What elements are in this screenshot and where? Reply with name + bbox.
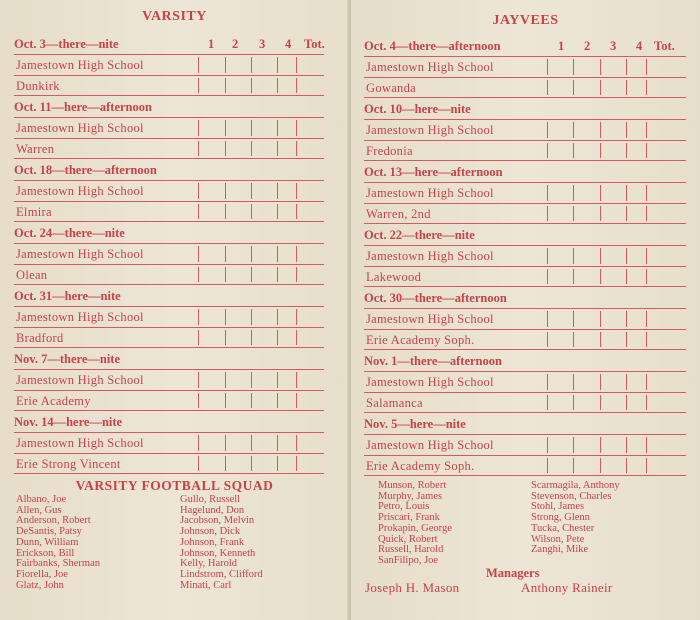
score-cell-divider [198,309,199,325]
player-name: Johnson, Frank [180,536,245,548]
game-date-label: Oct. 10—here—nite [364,102,471,116]
team-name: Olean [16,267,48,282]
quarter-header: 1 [558,39,565,53]
score-cell-divider [626,374,627,390]
game-date [14,222,324,244]
team-name: Erie Strong Vincent [16,456,121,471]
player-name: Fiorella, Joe [16,568,68,580]
score-cell-divider [600,458,601,474]
team-name: Jamestown High School [366,123,494,137]
score-cell-divider [277,267,278,283]
team-name: Erie Academy Soph. [366,458,475,473]
score-cell-divider [547,437,548,453]
score-cell-divider [251,267,252,283]
team-name: Lakewood [366,269,422,284]
player-name: Scarmagila, Anthony [531,480,620,491]
team-row [14,307,324,328]
score-cell-divider [646,374,647,390]
score-cell-divider [646,80,647,96]
score-cell-divider [547,311,548,327]
player-name: Albano, Joe [16,494,67,505]
score-cell-divider [600,59,601,75]
team-row [364,78,686,99]
score-cell-divider [198,456,199,472]
score-cell-divider [600,122,601,138]
game-date [364,413,686,435]
score-cell-divider [646,458,647,474]
score-cell-divider [646,332,647,348]
score-cell-divider [547,206,548,222]
jayvees-page [351,0,700,620]
score-cell-divider [198,393,199,409]
game-block [364,224,686,287]
jayvees-roster-col2 [531,481,620,556]
score-cell-divider [277,309,278,325]
team-row [364,120,686,141]
quarter-header: 2 [584,39,591,53]
game-date [14,411,324,433]
score-cell-divider [198,120,199,136]
score-cell-divider [198,141,199,157]
score-cell-divider [225,267,226,283]
score-cell-divider [547,374,548,390]
game-date-label: Nov. 7—there—nite [14,352,121,366]
jayvees-heading: JAYVEES [492,13,559,28]
quarter-header: 2 [232,37,239,51]
player-name: DeSantis, Patsy [16,526,82,538]
score-cell-divider [251,372,252,388]
team-name: Erie Academy Soph. [366,332,475,347]
game-block [14,222,324,285]
player-name: Glatz, John [16,579,64,591]
team-name: Jamestown High School [366,249,494,263]
game-date [364,350,686,372]
score-cell-divider [547,80,548,96]
score-cell-divider [296,78,297,94]
player-name: Fairbanks, Sherman [16,558,100,570]
score-cell-divider [600,437,601,453]
score-cell-divider [600,374,601,390]
score-cell-divider [251,204,252,220]
team-name: Jamestown High School [16,58,144,72]
score-cell-divider [646,248,647,264]
score-cell-divider [225,330,226,346]
score-cell-divider [626,458,627,474]
score-cell-divider [251,57,252,73]
player-name: Priscari, Frank [378,512,440,524]
score-cell-divider [626,206,627,222]
team-row [14,118,324,139]
quarter-header: 3 [259,37,266,51]
score-cell-divider [626,311,627,327]
score-cell-divider [225,435,226,451]
score-cell-divider [225,246,226,262]
score-cell-divider [198,372,199,388]
game-date-label: Oct. 18—there—afternoon [14,163,157,177]
team-name: Bradford [16,330,64,345]
team-row [364,456,686,477]
score-cell-divider [277,435,278,451]
score-cell-divider [573,374,574,390]
score-cell-divider [626,122,627,138]
score-cell-divider [198,246,199,262]
player-name: Kelly, Harold [180,558,238,570]
score-cell-divider [198,267,199,283]
score-cell-divider [198,57,199,73]
varsity-squad-title: VARSITY FOOTBALL SQUAD [75,478,274,493]
player-name: Zanghi, Mike [531,544,589,556]
score-cell-divider [600,206,601,222]
game-date-label: Oct. 11—here—afternoon [14,100,152,114]
team-row [14,391,324,412]
game-date [14,159,324,181]
score-cell-divider [277,456,278,472]
game-block [364,413,686,476]
score-cell-divider [600,80,601,96]
varsity-roster-col2 [180,495,263,591]
score-cell-divider [573,122,574,138]
team-row [14,454,324,475]
quarter-header: 3 [610,39,617,53]
score-cell-divider [251,78,252,94]
team-row [14,370,324,391]
team-name: Jamestown High School [16,247,144,261]
player-name: Erickson, Bill [16,547,75,559]
team-row [14,55,324,76]
score-cell-divider [277,141,278,157]
team-name: Jamestown High School [366,312,494,326]
game-date [364,224,686,246]
team-row [14,265,324,286]
score-cell-divider [600,248,601,264]
score-cell-divider [547,122,548,138]
team-row [14,244,324,265]
score-cell-divider [646,185,647,201]
score-cell-divider [600,143,601,159]
score-cell-divider [573,395,574,411]
score-cell-divider [277,120,278,136]
score-cell-divider [277,372,278,388]
game-date [14,348,324,370]
score-cell-divider [277,183,278,199]
score-cell-divider [277,204,278,220]
team-row [364,372,686,393]
score-cell-divider [600,332,601,348]
game-date [14,33,324,55]
score-cell-divider [573,143,574,159]
game-block [364,161,686,224]
score-cell-divider [626,185,627,201]
score-cell-divider [225,141,226,157]
game-date-label: Oct. 31—here—nite [14,289,121,303]
game-date-label: Oct. 30—there—afternoon [364,291,507,305]
player-name: Tucka, Chester [531,522,595,534]
player-name: Gullo, Russell [180,494,241,505]
score-cell-divider [646,59,647,75]
team-row [14,181,324,202]
game-date-label: Oct. 4—there—afternoon [364,39,501,53]
game-block [14,348,324,411]
score-cell-divider [251,393,252,409]
score-cell-divider [646,437,647,453]
score-cell-divider [296,456,297,472]
team-row [364,246,686,267]
score-cell-divider [626,248,627,264]
score-cell-divider [296,141,297,157]
team-row [14,139,324,160]
player-name: Petro, Louis [378,501,430,513]
score-cell-divider [547,185,548,201]
game-date [364,35,686,57]
team-name: Jamestown High School [16,310,144,324]
score-cell-divider [626,332,627,348]
player-name: Dunn, William [16,536,79,548]
score-cell-divider [251,456,252,472]
game-date [364,161,686,183]
score-cell-divider [573,332,574,348]
score-cell-divider [573,248,574,264]
score-cell-divider [251,120,252,136]
score-cell-divider [573,80,574,96]
score-cell-divider [198,204,199,220]
score-cell-divider [277,78,278,94]
score-cell-divider [225,120,226,136]
player-name: Murphy, James [378,490,443,502]
team-row [364,330,686,351]
player-name: Johnson, Kenneth [180,547,256,559]
player-name: Minati, Carl [180,579,232,591]
quarter-header: 1 [208,37,215,51]
game-date [364,287,686,309]
score-cell-divider [547,395,548,411]
score-cell-divider [573,59,574,75]
game-date-label: Nov. 5—here—nite [364,417,466,431]
score-cell-divider [296,372,297,388]
team-row [364,309,686,330]
quarter-header: Tot. [654,39,675,53]
score-cell-divider [626,395,627,411]
player-name: Anderson, Robert [16,515,91,527]
game-date-label: Oct. 3—there—nite [14,37,119,51]
score-cell-divider [296,120,297,136]
score-cell-divider [646,122,647,138]
game-date-label: Oct. 24—there—nite [14,226,125,240]
manager-name: Joseph H. Mason [365,580,460,595]
score-cell-divider [251,309,252,325]
score-cell-divider [296,309,297,325]
team-row [14,202,324,223]
score-cell-divider [626,80,627,96]
player-name: Hagelund, Don [180,504,245,516]
score-cell-divider [296,204,297,220]
score-cell-divider [251,183,252,199]
score-cell-divider [646,311,647,327]
score-cell-divider [296,330,297,346]
player-name: Stevenson, Charles [531,490,612,502]
score-cell-divider [573,269,574,285]
game-date-label: Nov. 1—there—afternoon [364,354,502,368]
score-cell-divider [198,183,199,199]
game-block [364,98,686,161]
score-cell-divider [573,437,574,453]
team-name: Jamestown High School [366,375,494,389]
score-cell-divider [225,78,226,94]
score-cell-divider [626,269,627,285]
team-name: Dunkirk [16,78,60,93]
game-block [14,285,324,348]
jayvees-schedule [364,35,686,476]
score-cell-divider [296,393,297,409]
game-date [14,96,324,118]
player-name: Prokapin, George [378,522,452,534]
score-cell-divider [646,206,647,222]
score-cell-divider [646,143,647,159]
score-cell-divider [277,246,278,262]
team-name: Jamestown High School [366,60,494,74]
player-name: Lindstrom, Clifford [180,568,263,580]
managers-title: Managers [486,566,540,580]
team-name: Erie Academy [16,393,91,408]
score-cell-divider [198,435,199,451]
score-cell-divider [198,330,199,346]
score-cell-divider [626,59,627,75]
team-row [364,393,686,414]
team-row [364,141,686,162]
manager-name: Anthony Raineir [521,580,613,595]
team-name: Elmira [16,204,52,219]
score-cell-divider [626,143,627,159]
team-row [364,183,686,204]
varsity-schedule [14,33,324,474]
score-cell-divider [251,246,252,262]
player-name: Russell, Harold [378,544,444,556]
game-block [14,159,324,222]
game-block [364,35,686,98]
score-cell-divider [296,183,297,199]
player-name: Jacobson, Melvin [180,515,255,527]
player-name: Strong, Glenn [531,512,590,524]
score-cell-divider [646,395,647,411]
score-cell-divider [600,185,601,201]
player-name: Johnson, Dick [180,526,241,538]
score-cell-divider [225,204,226,220]
jayvees-roster-col1 [378,481,452,567]
game-block [14,96,324,159]
game-block [14,411,324,474]
score-cell-divider [251,330,252,346]
game-block [364,287,686,350]
team-name: Jamestown High School [366,438,494,452]
score-cell-divider [547,59,548,75]
player-name: SanFilipo, Joe [378,554,439,566]
game-block [14,33,324,96]
score-cell-divider [296,435,297,451]
score-cell-divider [225,456,226,472]
team-row [14,433,324,454]
score-cell-divider [646,269,647,285]
team-name: Jamestown High School [16,373,144,387]
game-date-label: Oct. 13—here—afternoon [364,165,503,179]
player-name: Quick, Robert [378,533,438,545]
team-name: Jamestown High School [16,121,144,135]
player-name: Wilson, Pete [531,533,585,545]
score-cell-divider [573,206,574,222]
game-block [364,350,686,413]
player-name: Allen, Gus [16,504,62,516]
score-cell-divider [600,395,601,411]
score-cell-divider [296,246,297,262]
team-name: Jamestown High School [366,186,494,200]
team-name: Fredonia [366,143,413,158]
team-row [14,76,324,97]
score-cell-divider [626,437,627,453]
score-cell-divider [573,185,574,201]
score-cell-divider [277,393,278,409]
varsity-roster-col1 [16,495,100,591]
team-name: Warren [16,141,55,156]
score-cell-divider [547,248,548,264]
score-cell-divider [600,311,601,327]
varsity-page [0,0,349,620]
varsity-heading: VARSITY [142,9,207,24]
game-date-label: Nov. 14—here—nite [14,415,123,429]
player-name: Munson, Robert [378,480,447,491]
game-date [14,285,324,307]
team-row [364,57,686,78]
team-name: Jamestown High School [16,436,144,450]
score-cell-divider [251,141,252,157]
score-cell-divider [573,458,574,474]
team-row [14,328,324,349]
team-row [364,204,686,225]
score-cell-divider [225,57,226,73]
quarter-header: 4 [636,39,643,53]
team-name: Salamanca [366,395,423,410]
team-row [364,267,686,288]
team-row [364,435,686,456]
score-cell-divider [225,372,226,388]
team-name: Warren, 2nd [366,206,431,221]
team-name: Gowanda [366,80,417,95]
game-date-label: Oct. 22—there—nite [364,228,475,242]
score-cell-divider [296,57,297,73]
score-cell-divider [547,143,548,159]
team-name: Jamestown High School [16,184,144,198]
score-cell-divider [547,332,548,348]
score-cell-divider [547,458,548,474]
score-cell-divider [600,269,601,285]
score-cell-divider [198,78,199,94]
score-cell-divider [251,435,252,451]
score-cell-divider [225,183,226,199]
score-cell-divider [547,269,548,285]
quarter-header: Tot. [304,37,325,51]
score-cell-divider [296,267,297,283]
score-cell-divider [277,57,278,73]
player-name: Stohl, James [531,501,585,513]
score-cell-divider [277,330,278,346]
score-cell-divider [225,309,226,325]
score-cell-divider [573,311,574,327]
score-cell-divider [225,393,226,409]
quarter-header: 4 [285,37,292,51]
game-date [364,98,686,120]
